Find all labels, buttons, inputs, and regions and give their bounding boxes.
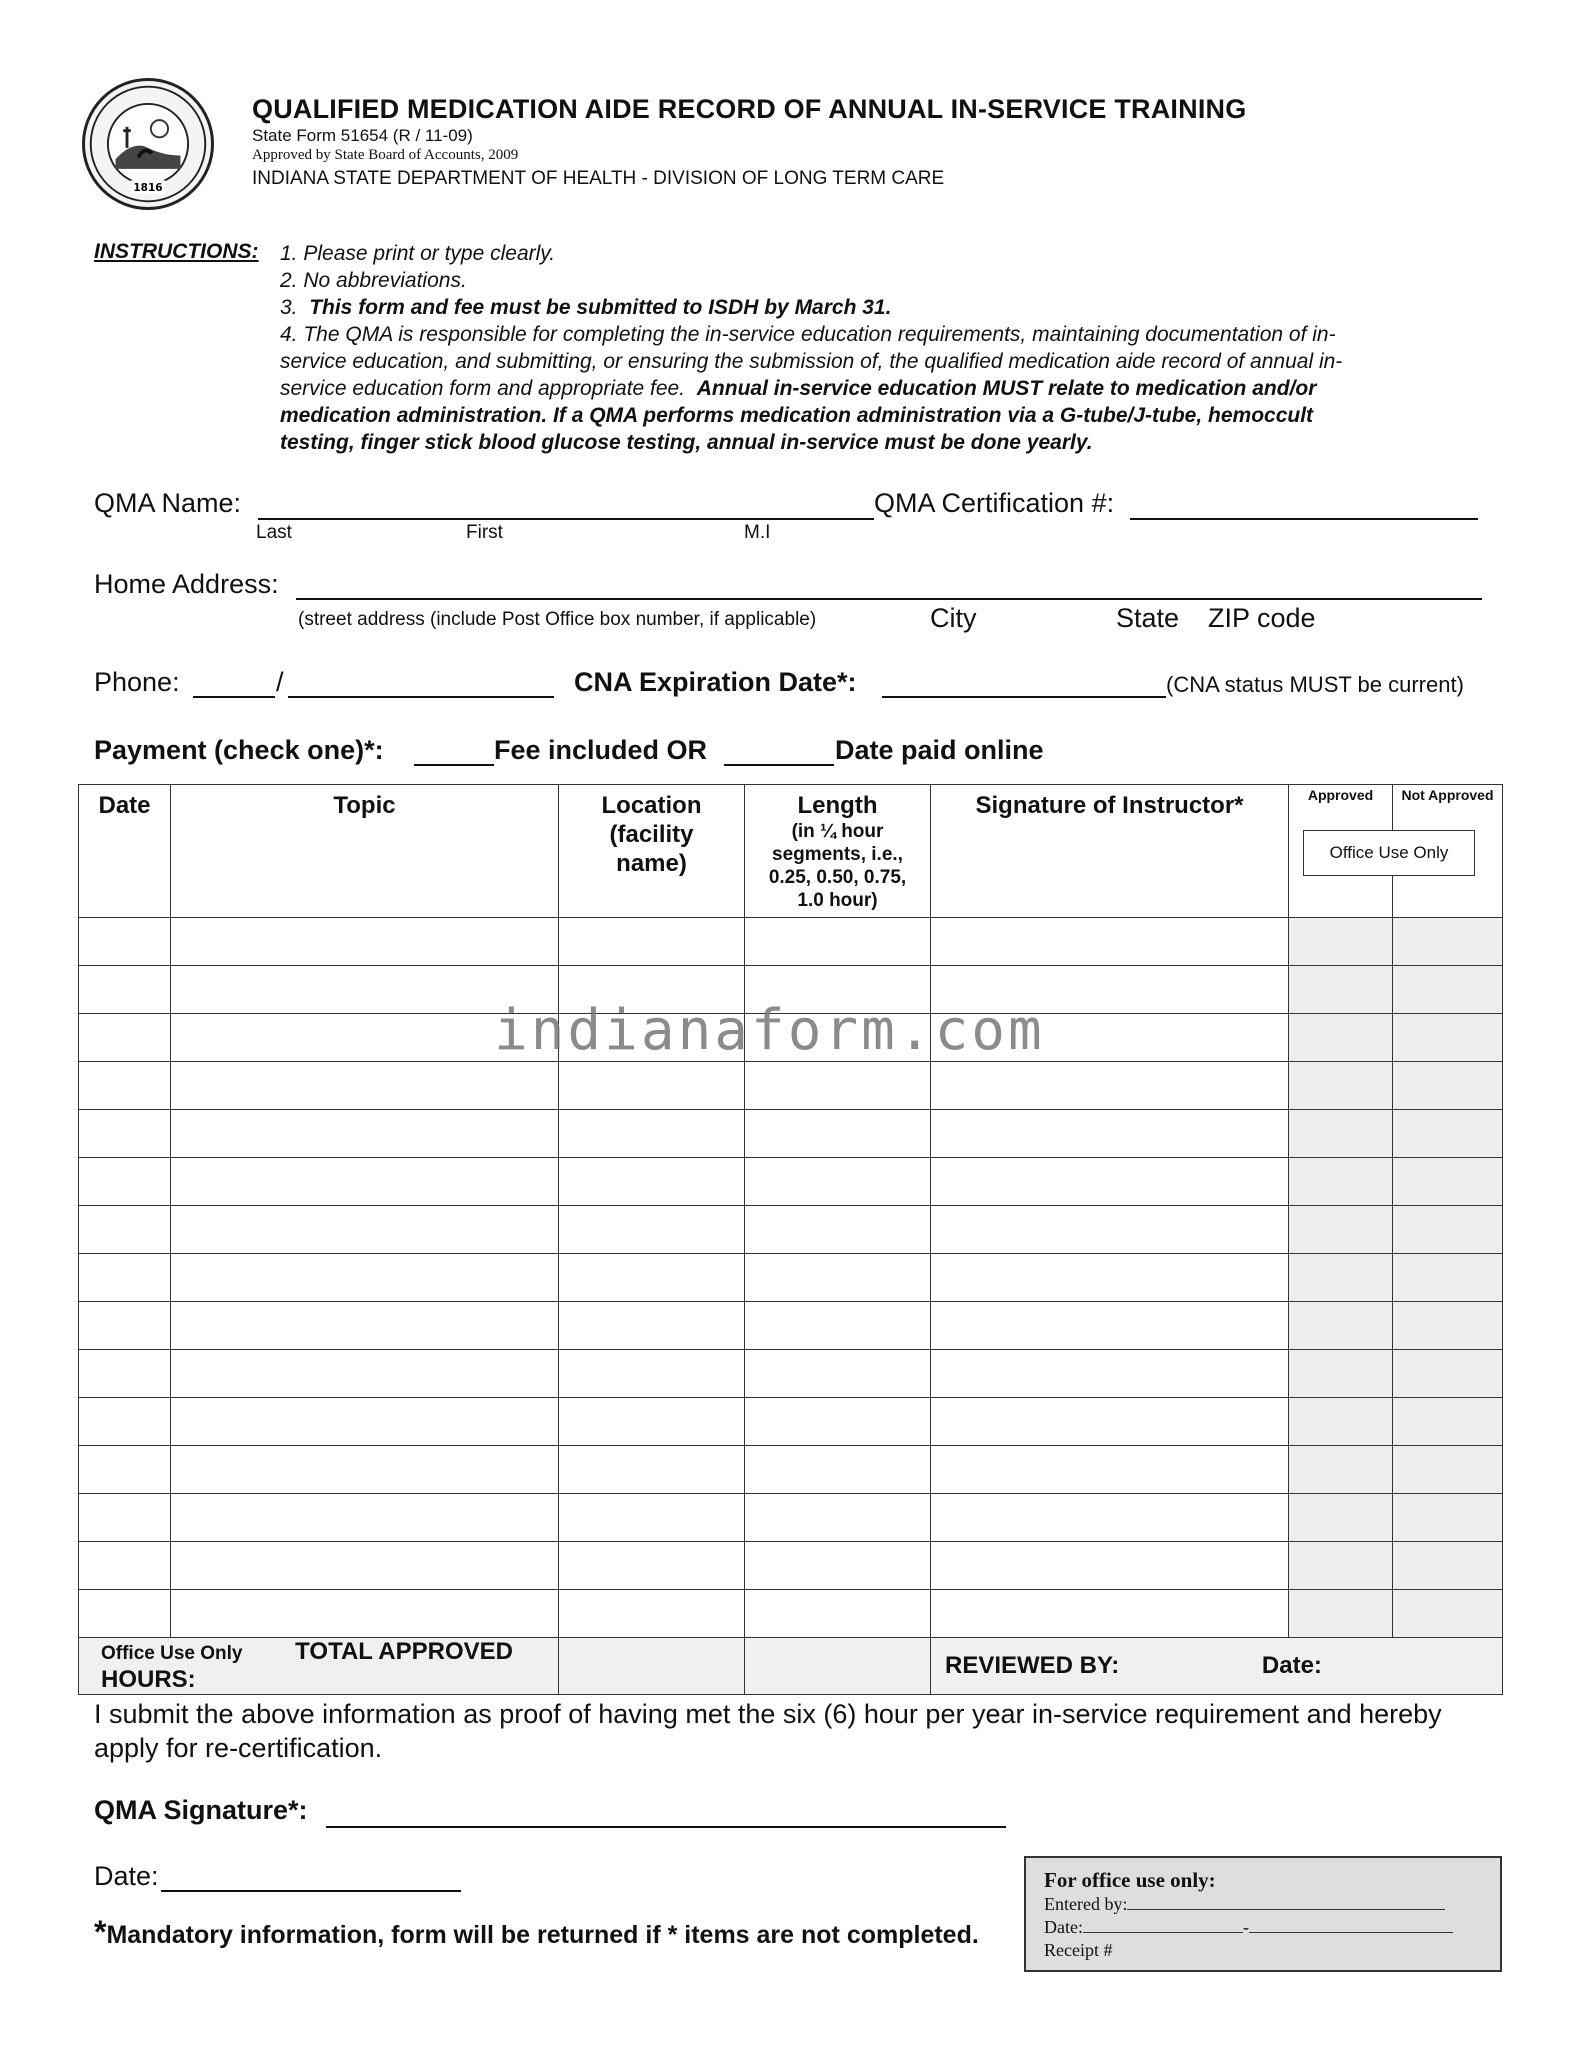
cell-signature[interactable]	[931, 1302, 1289, 1350]
table-row	[79, 1302, 1503, 1350]
cell-length[interactable]	[745, 1494, 931, 1542]
footer-total-hours-label: TOTAL APPROVED HOURS:	[101, 1638, 513, 1693]
cell-topic[interactable]	[171, 1494, 559, 1542]
qma-signature-label: QMA Signature*:	[94, 1795, 308, 1825]
header-length	[745, 785, 931, 918]
cell-signature[interactable]	[931, 1398, 1289, 1446]
footer-office-total	[79, 1638, 559, 1695]
cell-approved	[1289, 1446, 1393, 1494]
table-row	[79, 1062, 1503, 1110]
cell-topic[interactable]	[171, 1302, 559, 1350]
name-first-hint: First	[466, 522, 503, 543]
date-paid-online-label: Date paid online	[835, 735, 1044, 765]
header-signature: Signature of Instructor*	[931, 785, 1289, 918]
cell-length[interactable]	[745, 1062, 931, 1110]
cell-length[interactable]	[745, 1158, 931, 1206]
cell-signature[interactable]	[931, 1542, 1289, 1590]
signature-date-label: Date:	[94, 1861, 159, 1891]
cell-approved	[1289, 1350, 1393, 1398]
office-entered-by	[1044, 1893, 1482, 1916]
cell-signature[interactable]	[931, 1254, 1289, 1302]
table-row	[79, 1254, 1503, 1302]
cell-date[interactable]	[79, 1302, 171, 1350]
cell-not-approved	[1393, 1158, 1503, 1206]
office-date	[1044, 1916, 1482, 1939]
office-date-label: Date:	[1044, 1917, 1083, 1937]
cell-location[interactable]	[559, 1398, 745, 1446]
cell-approved	[1289, 1014, 1393, 1062]
footer-reviewed	[931, 1638, 1503, 1695]
cell-length[interactable]	[745, 1350, 931, 1398]
cell-topic[interactable]	[171, 1398, 559, 1446]
cell-signature[interactable]	[931, 1062, 1289, 1110]
cell-approved	[1289, 1110, 1393, 1158]
cell-approved	[1289, 1302, 1393, 1350]
instruction-3-text: This form and fee must be submitted to ISDH by March 31.	[309, 296, 892, 319]
qma-name-field[interactable]	[258, 518, 874, 520]
cell-topic[interactable]	[171, 1350, 559, 1398]
cell-signature[interactable]	[931, 1158, 1289, 1206]
cell-approved	[1289, 1158, 1393, 1206]
cell-length[interactable]	[745, 1206, 931, 1254]
cell-signature[interactable]	[931, 918, 1289, 966]
cell-date[interactable]	[79, 918, 171, 966]
name-mi-hint: M.I	[744, 522, 771, 543]
name-last-hint: Last	[256, 522, 292, 543]
table-row	[79, 1494, 1503, 1542]
cell-not-approved	[1393, 1494, 1503, 1542]
cell-date[interactable]	[79, 1398, 171, 1446]
cna-status-note: (CNA status MUST be current)	[1166, 672, 1464, 697]
cell-not-approved	[1393, 1254, 1503, 1302]
cell-not-approved	[1393, 918, 1503, 966]
office-use-box	[1024, 1856, 1502, 1972]
header-length-text: Length	[797, 792, 878, 819]
qma-signature-field[interactable]	[326, 1826, 1006, 1828]
qma-name-label: QMA Name:	[94, 488, 242, 518]
cell-not-approved	[1393, 1206, 1503, 1254]
cell-not-approved	[1393, 1302, 1503, 1350]
cell-length[interactable]	[745, 1446, 931, 1494]
cell-location[interactable]	[559, 1350, 745, 1398]
cell-not-approved	[1393, 1350, 1503, 1398]
phone-area-code-field[interactable]	[193, 696, 275, 698]
approval-note: Approved by State Board of Accounts, 2009	[252, 147, 519, 163]
cell-topic[interactable]	[171, 1206, 559, 1254]
table-office-use-box: Office Use Only	[1303, 830, 1475, 876]
cell-date[interactable]	[79, 1542, 171, 1590]
cell-location[interactable]	[559, 1206, 745, 1254]
table-row	[79, 1542, 1503, 1590]
cell-signature[interactable]	[931, 1206, 1289, 1254]
footer-reviewed-by-label: REVIEWED BY:	[945, 1652, 1120, 1679]
cell-signature[interactable]	[931, 1494, 1289, 1542]
cell-topic[interactable]	[171, 1110, 559, 1158]
header-topic: Topic	[171, 785, 559, 918]
cell-location[interactable]	[559, 1158, 745, 1206]
table-row	[79, 1206, 1503, 1254]
cell-date[interactable]	[79, 1110, 171, 1158]
cell-length[interactable]	[745, 1302, 931, 1350]
cell-signature[interactable]	[931, 1110, 1289, 1158]
watermark: indianaform.com	[494, 998, 1045, 1063]
cell-not-approved	[1393, 1542, 1503, 1590]
indiana-state-seal	[82, 78, 214, 210]
footer-date-label: Date:	[1261, 1652, 1322, 1679]
cell-length[interactable]	[745, 1398, 931, 1446]
table-row	[79, 1446, 1503, 1494]
office-date-separator: -	[1242, 1917, 1249, 1937]
date-paid-online-field[interactable]	[724, 764, 834, 766]
cell-not-approved	[1393, 1110, 1503, 1158]
cell-date[interactable]	[79, 1014, 171, 1062]
city-hint: City	[930, 603, 977, 633]
form-title: QUALIFIED MEDICATION AIDE RECORD OF ANNUAL IN-SERVICE TRAINING	[252, 94, 1247, 124]
instruction-4-line-4: medication administration. If a QMA performs medication administration via a G-tube/J-tube, hemoccult	[280, 404, 1314, 427]
cell-location[interactable]	[559, 1062, 745, 1110]
cell-location[interactable]	[559, 1494, 745, 1542]
mandatory-note	[94, 1914, 979, 1951]
table-row	[79, 1398, 1503, 1446]
svg-text:1816: 1816	[133, 181, 163, 194]
cell-signature[interactable]	[931, 1350, 1289, 1398]
header-date: Date	[79, 785, 171, 918]
header-approved: Approved	[1289, 785, 1393, 918]
cell-date[interactable]	[79, 1590, 171, 1638]
cell-not-approved	[1393, 1446, 1503, 1494]
cell-location[interactable]	[559, 1590, 745, 1638]
cell-length[interactable]	[745, 1254, 931, 1302]
table-row	[79, 1110, 1503, 1158]
cna-expiration-label: CNA Expiration Date*:	[574, 667, 857, 697]
cell-not-approved	[1393, 1590, 1503, 1638]
instructions-label: INSTRUCTIONS:	[94, 240, 259, 263]
cell-not-approved	[1393, 1014, 1503, 1062]
instruction-4-line-5: testing, finger stick blood glucose testing, annual in-service must be done yearly.	[280, 431, 1093, 454]
cell-approved	[1289, 918, 1393, 966]
cna-expiration-field[interactable]	[882, 696, 1166, 698]
instruction-1: 1. Please print or type clearly.	[280, 242, 556, 265]
office-use-title: For office use only:	[1044, 1868, 1216, 1892]
cell-location[interactable]	[559, 1446, 745, 1494]
instruction-4-line-3a: service education form and appropriate fee.	[280, 377, 686, 400]
footer-office-use: Office Use Only	[101, 1643, 243, 1664]
cell-topic[interactable]	[171, 1542, 559, 1590]
payment-label: Payment (check one)*:	[94, 735, 384, 765]
cell-topic[interactable]	[171, 1062, 559, 1110]
mandatory-text: Mandatory information, form will be returned if * items are not completed.	[106, 1921, 979, 1949]
fee-included-label: Fee included OR	[494, 735, 708, 765]
cell-topic[interactable]	[171, 1254, 559, 1302]
instruction-3-number: 3.	[280, 296, 298, 319]
footer-location-blank	[559, 1638, 745, 1695]
footer-total-hours-field[interactable]	[745, 1638, 931, 1695]
cell-topic[interactable]	[171, 1158, 559, 1206]
training-log-table	[78, 784, 1503, 1695]
cell-date[interactable]	[79, 1158, 171, 1206]
cell-approved	[1289, 1206, 1393, 1254]
cell-topic[interactable]	[171, 1590, 559, 1638]
qma-certification-label: QMA Certification #:	[874, 488, 1115, 518]
cell-location[interactable]	[559, 1254, 745, 1302]
header-location-text: Location (facility name)	[601, 792, 702, 877]
signature-date-field[interactable]	[161, 1890, 461, 1892]
qma-certification-field[interactable]	[1130, 518, 1478, 520]
cell-location[interactable]	[559, 918, 745, 966]
cell-approved	[1289, 1542, 1393, 1590]
instruction-4-line-3b: Annual in-service education MUST relate to medication and/or	[696, 377, 1317, 400]
cell-signature[interactable]	[931, 1446, 1289, 1494]
street-address-hint: (street address (include Post Office box number, if applicable)	[298, 609, 817, 630]
instruction-3	[280, 294, 1480, 321]
cell-not-approved	[1393, 1398, 1503, 1446]
certification-statement: I submit the above information as proof of having met the six (6) hour per year in-service requirement and hereby apply for re-certification.	[94, 1699, 1442, 1763]
cell-not-approved	[1393, 1062, 1503, 1110]
cell-date[interactable]	[79, 1446, 171, 1494]
department-name: INDIANA STATE DEPARTMENT OF HEALTH - DIVISION OF LONG TERM CARE	[252, 168, 945, 189]
office-receipt-label: Receipt #	[1044, 1940, 1113, 1960]
office-entered-by-label: Entered by:	[1044, 1894, 1128, 1914]
home-address-field[interactable]	[296, 598, 1482, 600]
home-address-label: Home Address:	[94, 569, 279, 599]
header-not-approved: Not Approved	[1393, 785, 1503, 918]
instruction-2: 2. No abbreviations.	[280, 269, 467, 292]
header-length-note: (in ¼ hour segments, i.e., 0.25, 0.50, 0.75, 1.0 hour)	[768, 821, 907, 911]
cell-location[interactable]	[559, 1110, 745, 1158]
cell-approved	[1289, 1254, 1393, 1302]
form-number: State Form 51654 (R / 11-09)	[252, 126, 473, 145]
instruction-4-line-1: 4. The QMA is responsible for completing the in-service education requirements, maintaining documentation of in-	[280, 323, 1336, 346]
cell-length[interactable]	[745, 1542, 931, 1590]
phone-number-field[interactable]	[288, 696, 554, 698]
phone-label: Phone:	[94, 667, 180, 697]
header-location	[559, 785, 745, 918]
cell-length[interactable]	[745, 1590, 931, 1638]
cell-date[interactable]	[79, 1062, 171, 1110]
cell-date[interactable]	[79, 966, 171, 1014]
cell-date[interactable]	[79, 1350, 171, 1398]
cell-length[interactable]	[745, 918, 931, 966]
instruction-4-line-3	[280, 375, 1480, 402]
zip-code-hint: ZIP code	[1208, 603, 1316, 633]
cell-signature[interactable]	[931, 1590, 1289, 1638]
cell-topic[interactable]	[171, 1446, 559, 1494]
cell-approved	[1289, 1494, 1393, 1542]
instruction-4-line-2: service education, and submitting, or ensuring the submission of, the qualified medication aide record of annual in-	[280, 350, 1343, 373]
table-row	[79, 1590, 1503, 1638]
fee-included-checkbox[interactable]	[414, 764, 494, 766]
cell-date[interactable]	[79, 1254, 171, 1302]
table-row	[79, 918, 1503, 966]
cell-topic[interactable]	[171, 918, 559, 966]
cell-length[interactable]	[745, 1110, 931, 1158]
phone-separator: /	[276, 667, 284, 697]
cell-approved	[1289, 1062, 1393, 1110]
cell-date[interactable]	[79, 1206, 171, 1254]
cell-approved	[1289, 1398, 1393, 1446]
state-hint: State	[1116, 603, 1180, 633]
cell-approved	[1289, 1590, 1393, 1638]
cell-date[interactable]	[79, 1494, 171, 1542]
cell-location[interactable]	[559, 1302, 745, 1350]
table-row	[79, 1350, 1503, 1398]
mandatory-star: *	[94, 1914, 107, 1950]
table-row	[79, 1158, 1503, 1206]
cell-approved	[1289, 966, 1393, 1014]
cell-location[interactable]	[559, 1542, 745, 1590]
cell-not-approved	[1393, 966, 1503, 1014]
